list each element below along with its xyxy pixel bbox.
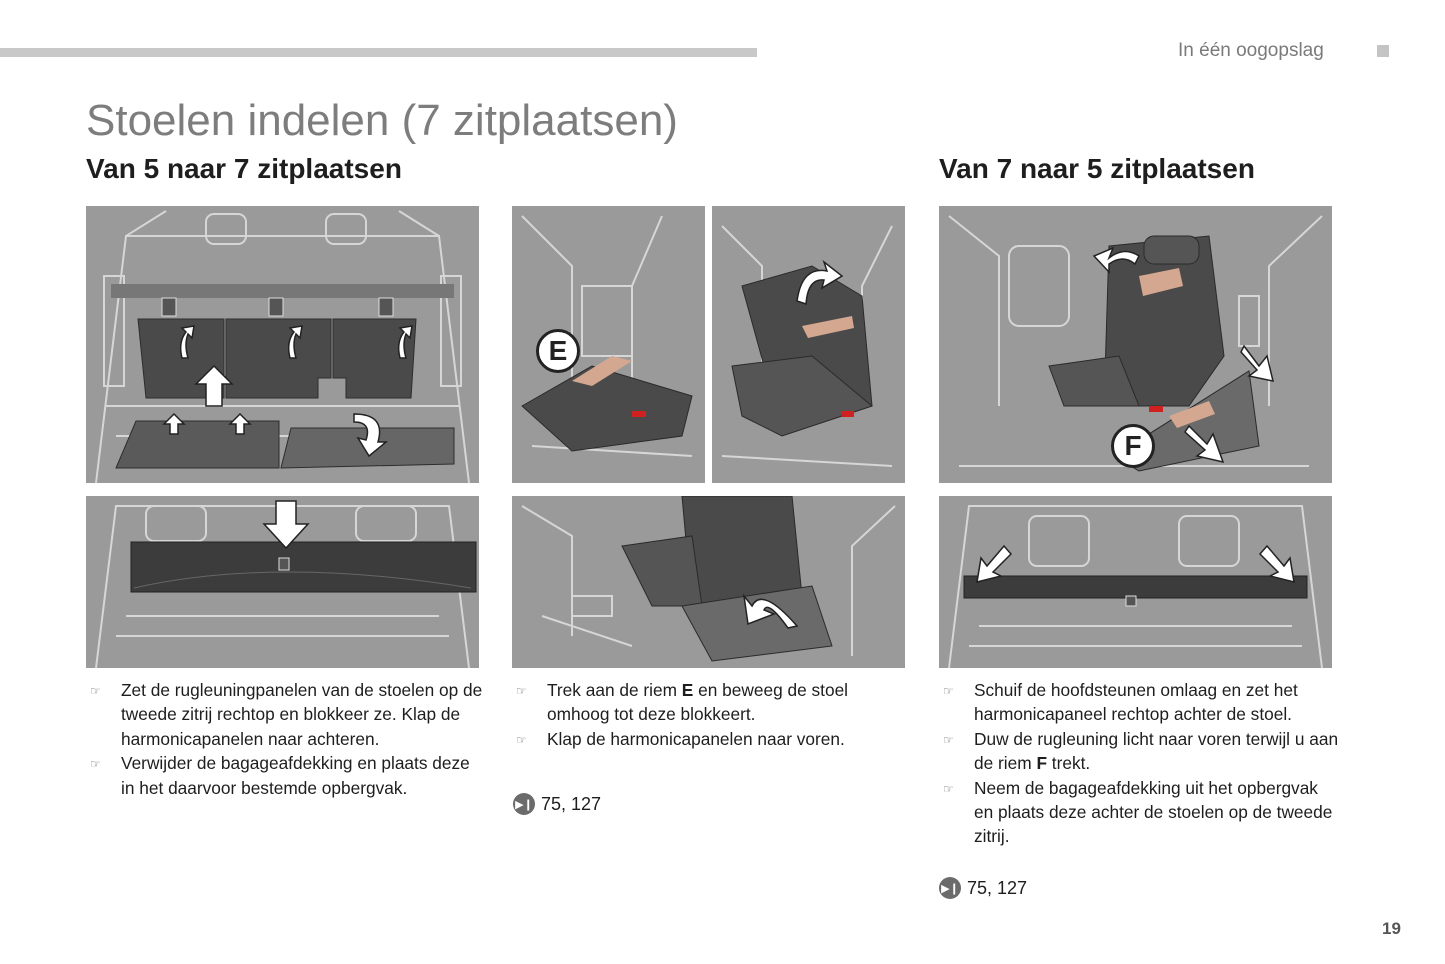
page-reference-right[interactable]: ▶❙ 75, 127 (939, 877, 1027, 899)
heading-7-to-5: Van 7 naar 5 zitplaatsen (939, 153, 1255, 184)
list-item: ☞ Verwijder de bagageafdekking en plaats deze in het daarvoor bestemde opbergvak. (90, 753, 470, 798)
pointing-hand-icon: ☞ (943, 732, 954, 747)
pointing-hand-icon: ☞ (90, 757, 101, 772)
instructions-5-to-7 (86, 678, 486, 800)
skip-forward-icon: ▶❙ (939, 877, 961, 899)
list-item: ☞ Trek aan de riem E en beweeg de stoel omhoog tot deze blokkeert. (516, 680, 849, 725)
list-item: ☞ Schuif de hoofdsteunen omlaag en zet het harmonicapaneel rechtop achter de stoel. (943, 680, 1298, 725)
page-title: Stoelen indelen (7 zitplaatsen) (86, 96, 678, 145)
pointing-hand-icon: ☞ (943, 781, 954, 796)
page-number: 19 (1382, 919, 1401, 938)
pointing-hand-icon: ☞ (516, 684, 527, 698)
instructions-raise-seat (512, 678, 892, 751)
pointing-hand-icon: ☞ (90, 684, 101, 698)
pointing-hand-icon: ☞ (516, 732, 527, 747)
page-reference-middle[interactable]: ▶❙ 75, 127 (513, 793, 601, 815)
illustration-pull-strap-f (939, 206, 1332, 483)
illustration-seatbacks-up (86, 206, 479, 483)
heading-5-to-7: Van 5 naar 7 zitplaatsen (86, 153, 402, 184)
label-e: E (536, 329, 580, 373)
list-item: ☞ Neem de bagageafdekking uit het opbergvak en plaats deze achter de stoelen op de tweede zitrij. (943, 777, 1333, 847)
illustration-fold-panel (512, 496, 905, 668)
illustration-cover-install (939, 496, 1332, 668)
skip-forward-icon: ▶❙ (513, 793, 535, 815)
list-item: ☞ Klap de harmonicapanelen naar voren. (512, 727, 892, 751)
list-item: ☞ Duw de rugleuning licht naar voren terwijl u aan de riem F trekt. (943, 728, 1339, 774)
section-label: In één oogopslag (1178, 40, 1324, 61)
pointing-hand-icon: ☞ (943, 684, 954, 698)
list-item: ☞ Zet de rugleuningpanelen van de stoelen op de tweede zitrij rechtop en blokkeer ze. Klap de harmonicapanelen naar achteren. (90, 680, 483, 749)
label-f: F (1111, 424, 1155, 468)
illustration-cover-stored (86, 496, 479, 668)
instructions-7-to-5 (939, 678, 1339, 849)
header-bar (0, 48, 757, 57)
section-marker (1377, 45, 1389, 57)
illustration-pull-strap-e (512, 206, 905, 483)
